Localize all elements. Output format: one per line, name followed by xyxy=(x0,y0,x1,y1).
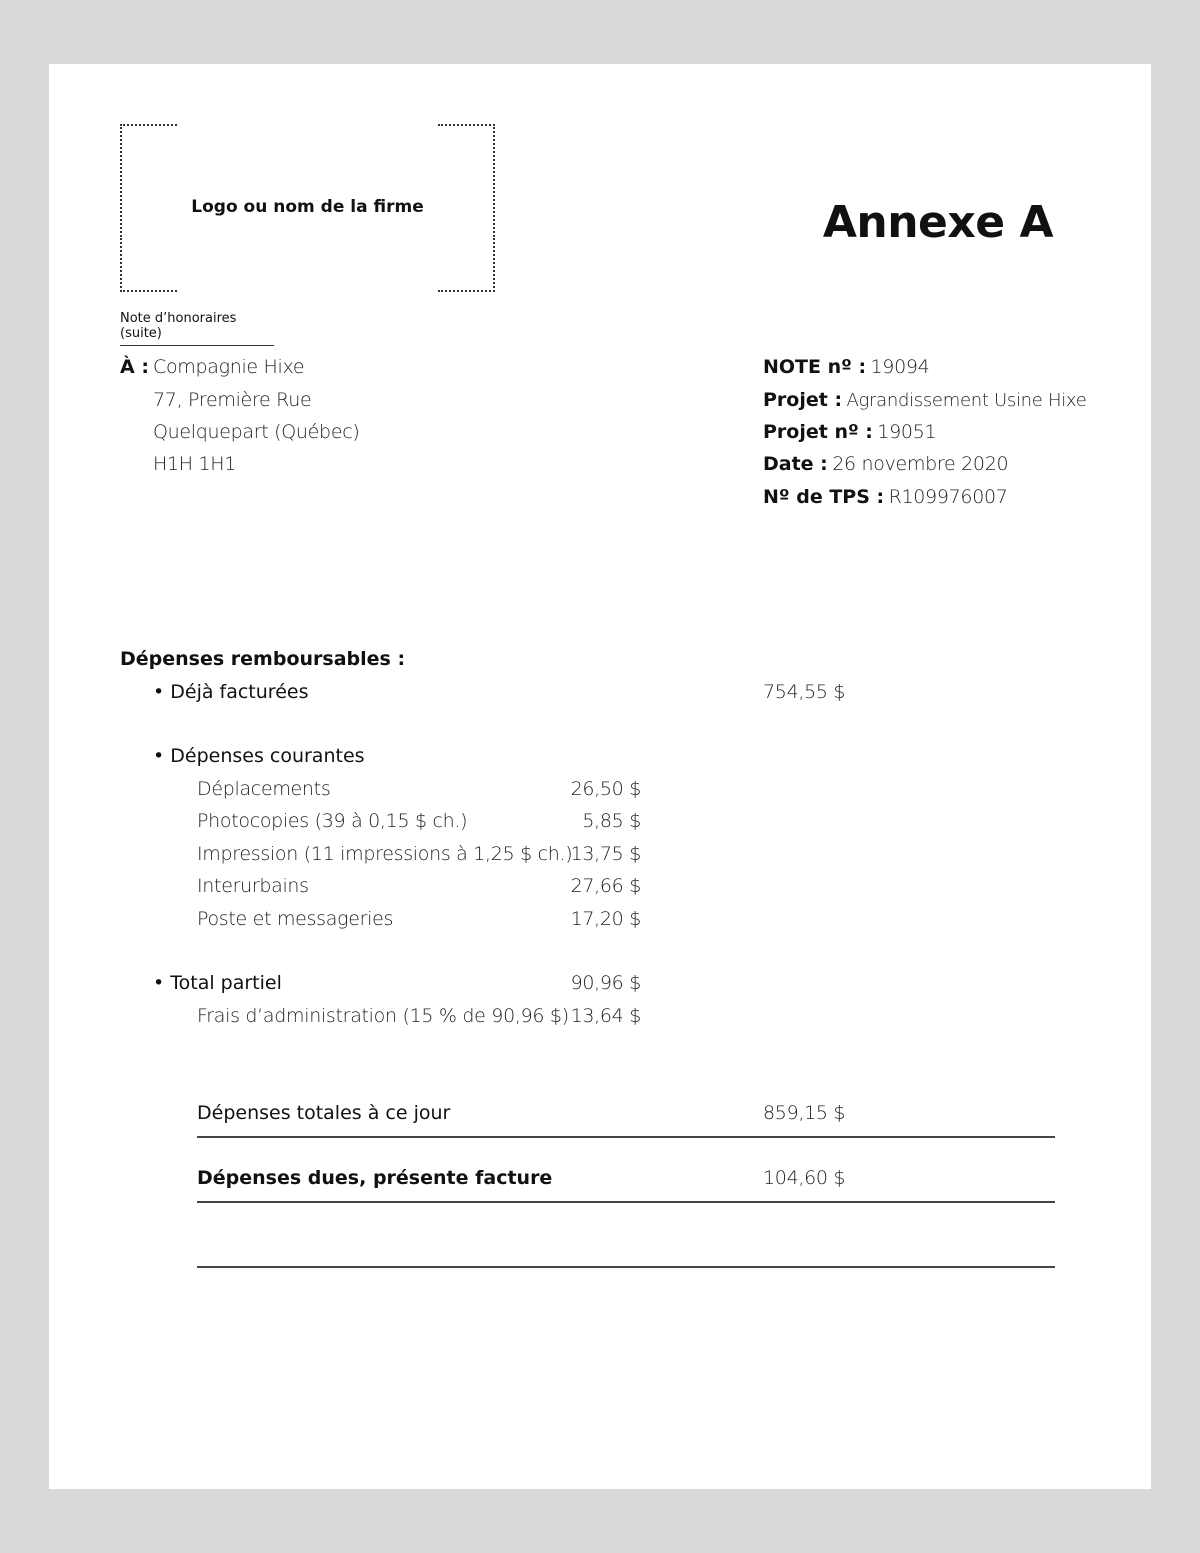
expense-item-amount: 27,66 $ xyxy=(570,875,641,897)
info-label: Nº de TPS : xyxy=(763,486,885,508)
info-label: Projet nº : xyxy=(763,421,873,443)
expenses-heading: Dépenses remboursables : xyxy=(120,648,406,670)
expense-item-label: Déplacements xyxy=(197,778,331,800)
page-subtitle: Note d’honoraires (suite) xyxy=(120,311,274,346)
info-value: 26 novembre 2020 xyxy=(832,453,1009,475)
info-row-project-number xyxy=(763,421,936,443)
info-row-note xyxy=(763,356,929,378)
recipient-line: Quelquepart (Québec) xyxy=(153,421,360,443)
total-to-date-amount: 859,15 $ xyxy=(763,1102,846,1124)
divider-line xyxy=(197,1201,1055,1203)
dotted-corner xyxy=(120,124,177,181)
subtotal-amount: 90,96 $ xyxy=(570,972,641,994)
page-title: Annexe A xyxy=(822,197,1053,248)
divider-line xyxy=(197,1266,1055,1268)
expense-item-label: Photocopies (39 à 0,15 $ ch.) xyxy=(197,810,468,832)
info-row-project xyxy=(763,389,1086,411)
info-value: 19051 xyxy=(877,421,937,443)
already-billed-label: • Déjà facturées xyxy=(153,681,309,703)
logo-placeholder-box xyxy=(120,124,495,292)
due-label: Dépenses dues, présente facture xyxy=(197,1167,553,1189)
info-label: Date : xyxy=(763,453,828,475)
expense-item-label: Impression (11 impressions à 1,25 $ ch.) xyxy=(197,843,573,865)
already-billed-amount: 754,55 $ xyxy=(763,681,846,703)
dotted-corner xyxy=(120,235,177,292)
document-page xyxy=(49,64,1151,1489)
expense-item-amount: 5,85 $ xyxy=(582,810,641,832)
recipient-line: H1H 1H1 xyxy=(153,453,237,475)
info-value: Agrandissement Usine Hixe xyxy=(846,390,1087,411)
subtotal-label: • Total partiel xyxy=(153,972,282,994)
info-row-date xyxy=(763,453,1008,475)
info-row-gst xyxy=(763,486,1008,508)
current-expenses-label: • Dépenses courantes xyxy=(153,745,365,767)
recipient-line: Compagnie Hixe xyxy=(153,356,305,378)
recipient-label: À : xyxy=(120,356,149,378)
dotted-corner xyxy=(438,124,495,181)
expense-item-label: Poste et messageries xyxy=(197,908,394,930)
info-label: NOTE nº : xyxy=(763,356,867,378)
info-value: R109976007 xyxy=(888,486,1008,508)
dotted-corner xyxy=(438,235,495,292)
expense-item-label: Interurbains xyxy=(197,875,309,897)
recipient-line: 77, Première Rue xyxy=(153,389,312,411)
total-to-date-label: Dépenses totales à ce jour xyxy=(197,1102,451,1124)
divider-line xyxy=(197,1136,1055,1138)
info-value: 19094 xyxy=(870,356,930,378)
info-label: Projet : xyxy=(763,389,843,411)
admin-fee-amount: 13,64 $ xyxy=(570,1005,641,1027)
logo-placeholder-text: Logo ou nom de la firme xyxy=(191,197,424,217)
expense-item-amount: 17,20 $ xyxy=(570,908,641,930)
admin-fee-label: Frais d’administration (15 % de 90,96 $) xyxy=(197,1005,569,1027)
expense-item-amount: 13,75 $ xyxy=(570,843,641,865)
due-amount: 104,60 $ xyxy=(763,1167,846,1189)
expense-item-amount: 26,50 $ xyxy=(570,778,641,800)
